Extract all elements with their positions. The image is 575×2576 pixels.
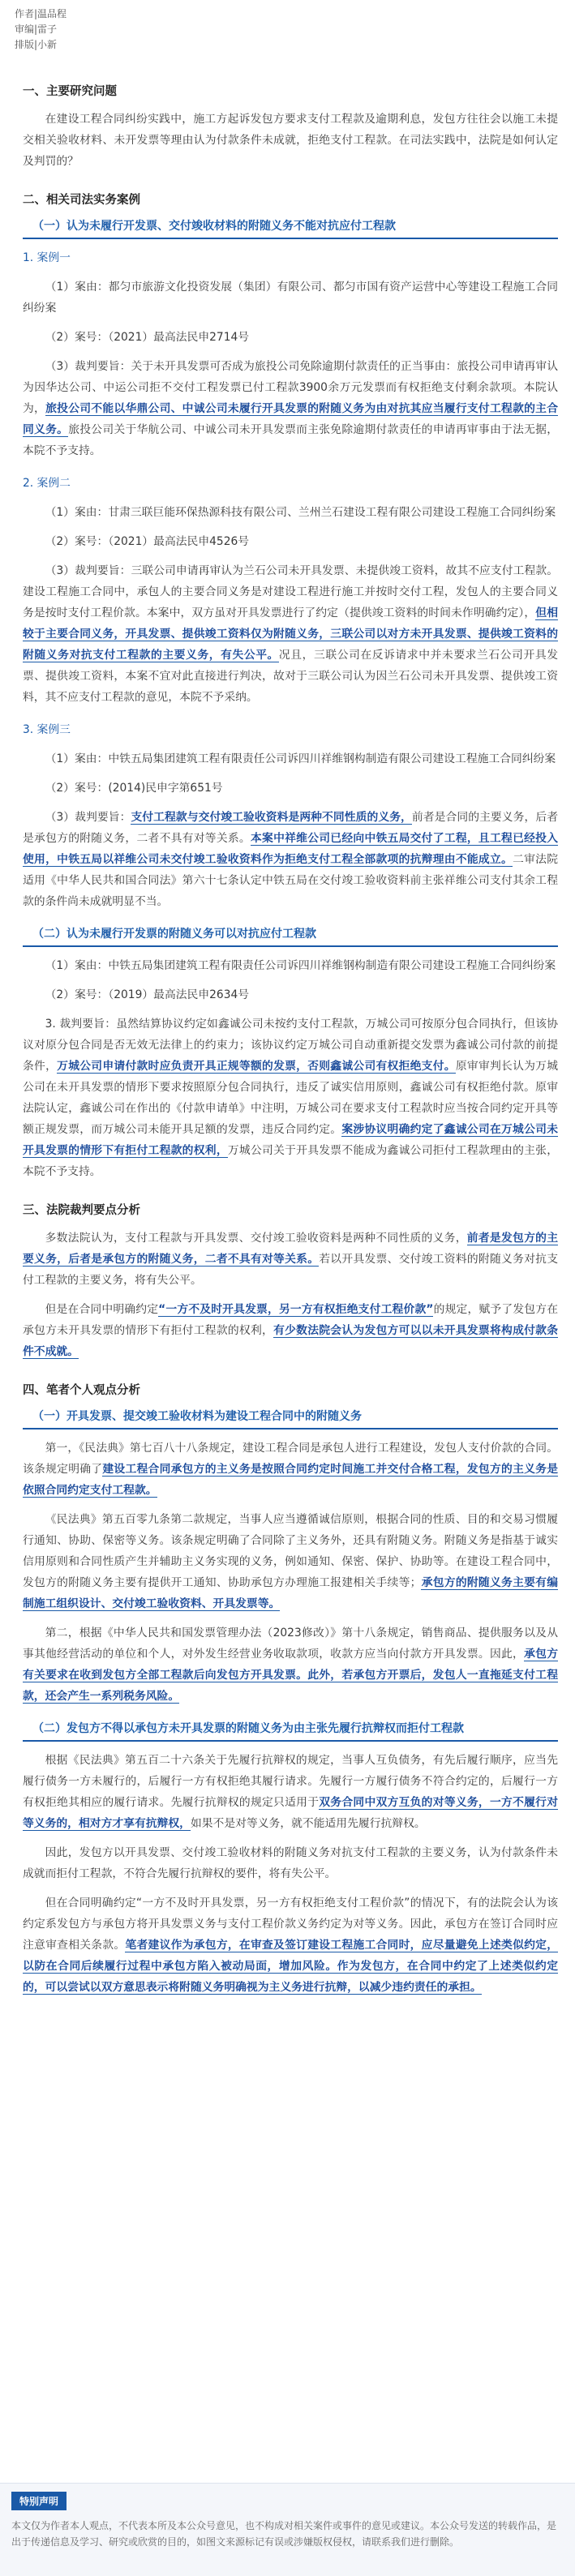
author-credit: 作者|温品程 [15, 8, 67, 19]
paragraph: （2）案号：（2021）最高法民申2714号 [45, 331, 250, 344]
section-title: 三、法院裁判要点分析 [23, 1204, 140, 1217]
paragraph [23, 560, 558, 708]
text: 但是在合同中明确约定 [45, 1303, 159, 1316]
paragraph [23, 1228, 558, 1291]
paragraph [23, 356, 558, 461]
credits [15, 6, 67, 53]
case-label: 2. 案例二 [23, 477, 71, 490]
highlight: 承包方的附随义务主要有编制施工组织设计、交付竣工验收资料、开具发票等。 [23, 1576, 559, 1610]
highlight: 承包方有关要求在收到发包方全部工程款后向发包方开具发票。此外，若承包方开票后，发包人一直拖延支付工程款，还会产生一系列税务风险。 [23, 1648, 559, 1703]
highlight: 笔者建议作为承包方，在审查及签订建设工程施工合同时，应尽量避免上述类似约定，以防在合同后续履行过程中承包方陷入被动局面，增加风险。 [23, 1939, 559, 1973]
highlight: 旅投公司不能以华鼎公司、中诚公司未履行开具发票的附随义务为由对抗其应当履行支付工程款的主合同义务。 [23, 402, 559, 436]
text: 多数法院认为，支付工程款与开具发票、交付竣工验收资料是两种不同性质的义务， [45, 1232, 467, 1245]
highlight: “一方不及时开具发票，另一方有权拒绝支付工程价款” [158, 1303, 434, 1316]
section-title: 二、相关司法实务案例 [23, 194, 140, 207]
text: 第二，根据《中华人民共和国发票管理办法（2023修改）》第十八条规定，销售商品、提供服务以及从事其他经营活动的单位和个人，对外发生经营业务收取款项，收款方应当向付款方开具发票。因此， [23, 1627, 558, 1661]
section-title: 一、主要研究问题 [23, 85, 117, 98]
subheading [23, 1720, 558, 1742]
layout-credit: 排版|小新 [15, 39, 58, 50]
subheading [23, 1408, 558, 1429]
disclaimer-text: 本文仅为作者本人观点，不代表本所及本公众号意见，也不构成对相关案件或事件的意见或建议。本公众号发送的转载作品，是出于传递信息及学习、研究或欣赏的目的，如图文来源标记有误或涉嫌版权侵权，请联系我们进行删除。 [11, 2520, 557, 2548]
text: 若以开具发票、交付竣工资料的附随义务对抗支付工程款的主要义务，将有失公平。 [23, 1253, 559, 1287]
disclaimer-box [0, 2483, 575, 2576]
subheading [23, 217, 558, 239]
subheading-text: （二）认为未履行开发票的附随义务可以对抗应付工程款 [32, 928, 316, 941]
text: 原审审判长认为万城公司在未开具发票的情形下要求按照原分包合同执行，违反了诚实信用原则，鑫诚公司有权拒绝付款。 [23, 1060, 559, 1094]
paragraph: （2）案号：(2014)民申字第651号 [45, 782, 223, 795]
text: 原审法院认定，鑫诚公司在作出的《付款申请单》中注明，万城公司在要求支付工程款时应当按合同约定开具等额正规发票，而万城公司未能开具足额的发票，违反合同约定。 [23, 1081, 559, 1136]
paragraph: 因此，发包方以开具发票、交付竣工验收材料的附随义务对抗支付工程款的主要义务，认为付款条件未成就而拒付工程款，不符合先履行抗辩权的要件，将有失公平。 [23, 1846, 558, 1880]
case-label: 1. 案例一 [23, 251, 71, 264]
highlight: 本案中祥维公司已经向中铁五局交付了工程，且工程已经投入使用，中铁五局以祥维公司未交付竣工验收资料作为拒绝支付工程全部款项的抗辩理由不能成立。 [23, 832, 559, 866]
paragraph [23, 1014, 558, 1182]
paragraph: （2）案号：（2019）最高法民申2634号 [45, 988, 250, 1001]
highlight: 万城公司申请付款时应负责开具正规等额的发票，否则鑫诚公司有权拒绝支付。 [57, 1060, 456, 1073]
text: 但在合同明确约定“一方不及时开具发票，另一方有权拒绝支付工程价款”的情况下，有的法院会认为该约定系发包方与承包方将开具发票义务与支付工程价款义务约定为对等义务。因此，承包方在签订合同时应注意审查相关条款。 [23, 1897, 558, 1952]
case-label: 3. 案例三 [23, 723, 71, 736]
highlight: 但相较于主要合同义务，开具发票、提供竣工资料仅为附随义务，三联公司以对方未开具发票、提供竣工资料的附随义务对抗支付工程款的主要义务，有失公平。 [23, 606, 558, 662]
paragraph: （2）案号：（2021）最高法民申4526号 [45, 535, 250, 548]
review-credit: 审编|雷子 [15, 24, 58, 35]
text: 的规定，赋予了发包方在承包方未开具发票的情形下有拒付工程款的权利， [23, 1303, 559, 1337]
paragraph [23, 1892, 558, 1998]
paragraph: （1）案由：中铁五局集团建筑工程有限责任公司诉四川祥维钢构制造有限公司建设工程施工合同纠纷案 [45, 752, 556, 765]
paragraph [23, 1299, 558, 1362]
paragraph: （1）案由：中铁五局集团建筑工程有限责任公司诉四川祥维钢构制造有限公司建设工程施工合同纠纷案 [45, 959, 556, 972]
text: 3. 裁判要旨：虽然结算协议约定如鑫诚公司未按约支付工程款，万城公司可按原分包合同执行，但该协议对原分包合同是否无效无法律上的约束力；该协议约定万城公司自动重新提交发票为鑫诚公司付款的前提条件， [23, 1018, 558, 1073]
paragraph [23, 1622, 558, 1707]
text: 第一，《民法典》第七百八十八条规定，建设工程合同是承包人进行工程建设，发包人支付价款的合同。该条规定明确了 [23, 1442, 558, 1476]
subheading [23, 925, 558, 947]
text: 二审法院适用《中华人民共和国合同法》第六十七条认定中铁五局在交付竣工验收资料前主张祥维公司支付其余工程款的条件尚未成就明显不当。 [23, 853, 559, 908]
paragraph [23, 807, 558, 912]
text: 旅投公司关于华航公司、中诚公司未开具发票而主张免除逾期付款责任的申请再审事由于法无据，本院不予支持。 [23, 423, 559, 457]
paragraph [23, 1750, 558, 1834]
paragraph [23, 1509, 558, 1614]
subheading-text: （一）开具发票、提交竣工验收材料为建设工程合同中的附随义务 [32, 1410, 362, 1423]
paragraph: 在建设工程合同纠纷实践中，施工方起诉发包方要求支付工程款及逾期利息，发包方往往会以施工未提交相关验收材料、未开发票等理由认为付款条件未成就，拒绝支付工程款。在司法实践中，法院是如何认定及判罚的？ [23, 113, 558, 168]
text: 《民法典》第五百零九条第二款规定，当事人应当遵循诚信原则，根据合同的性质、目的和交易习惯履行通知、协助、保密等义务。该条规定明确了合同除了主义务外，还具有附随义务。附随义务是指基于诚实信用原则和合同性质产生并辅助主义务实现的义务，例如通知、保密、保护、协助等。在建设工程合同中，发包方的附随义务主要有提供开工通知、协助承包方办理施工报建相关手续等； [23, 1513, 558, 1589]
highlight: 建设工程合同承包方的主义务是按照合同约定时间施工并交付合格工程，发包方的主义务是依照合同约定支付工程款。 [23, 1463, 559, 1497]
text: （3）裁判要旨： [45, 811, 131, 824]
paragraph [23, 1438, 558, 1501]
text: 况且，三联公司在反诉请求中并未要求兰石公司开具发票、提供竣工资料，本案不宜对此直接进行判决，故对于三联公司认为因兰石公司未开具发票、提供竣工资料，其不应支付工程款的意见，本院不予采纳。 [23, 649, 558, 704]
subheading-text: （二）发包方不得以承包方未开具发票的附随义务为由主张先履行抗辩权而拒付工程款 [32, 1722, 464, 1735]
disclaimer-tag: 特别声明 [11, 2492, 67, 2510]
text: 如果不是对等义务，就不能适用先履行抗辩权。 [190, 1817, 426, 1830]
highlight: 前者是发包方的主要义务，后者是承包方的附随义务，二者不具有对等关系。 [23, 1232, 559, 1266]
highlight: 支付工程款与交付竣工验收资料是两种不同性质的义务， [131, 811, 412, 824]
text: 万城公司关于开具发票不能成为鑫诚公司拒付工程款理由的主张，本院不予支持。 [23, 1144, 559, 1178]
paragraph: （1）案由：甘肃三联巨能环保热源科技有限公司、兰州兰石建设工程有限公司建设工程施工合同纠纷案 [45, 506, 556, 519]
article-body [23, 81, 558, 1998]
text: 根据《民法典》第五百二十六条关于先履行抗辩权的规定，当事人互负债务，有先后履行顺序，应当先履行债务一方未履行的，后履行一方有权拒绝其履行请求。先履行一方履行债务不符合约定的，后履行一方有权拒绝其相应的履行请求。先履行抗辩权的规定只适用于 [23, 1754, 558, 1809]
subheading-text: （一）认为未履行开发票、交付竣收材料的附随义务不能对抗应付工程款 [32, 220, 396, 233]
text: 前者是合同的主要义务，后者是承包方的附随义务，二者不具有对等关系。 [23, 811, 559, 845]
text: （3）裁判要旨：关于未开具发票可否成为旅投公司免除逾期付款责任的正当事由：旅投公司申请再审认为因华达公司、中运公司拒不交付工程发票已付工程款3900余万元发票而有权拒绝支付剩余款项。本院认为， [23, 360, 558, 415]
paragraph: （1）案由：都匀市旅游文化投资发展（集团）有限公司、都匀市国有资产运营中心等建设工程施工合同纠纷案 [23, 281, 558, 315]
highlight: 案涉协议明确约定了鑫诚公司在万城公司未开具发票的情形下有拒付工程款的权利， [23, 1123, 559, 1157]
section-title: 四、笔者个人观点分析 [23, 1384, 140, 1397]
text: （3）裁判要旨：三联公司申请再审认为兰石公司未开具发票、未提供竣工资料，故其不应支付工程款。建设工程施工合同中，承包人的主要合同义务是对建设工程进行施工并按时交付工程，发包人的主要合同义务是按时支付工程价款。本案中，双方虽对开具发票进行了约定（提供竣工资料的时间未作明确约定）， [23, 564, 558, 619]
highlight: 有少数法院会认为发包方可以以未开具发票将构成付款条件不成就。 [23, 1324, 559, 1358]
highlight: 作为发包方，在合同中约定了上述类似约定的，可以尝试以双方意思表示将附随义务明确视为主义务进行抗辩，以减少违约责任的承担。 [23, 1960, 559, 1994]
highlight: 双务合同中双方互负的对等义务，一方不履行对等义务的，相对方才享有抗辩权， [23, 1796, 559, 1830]
